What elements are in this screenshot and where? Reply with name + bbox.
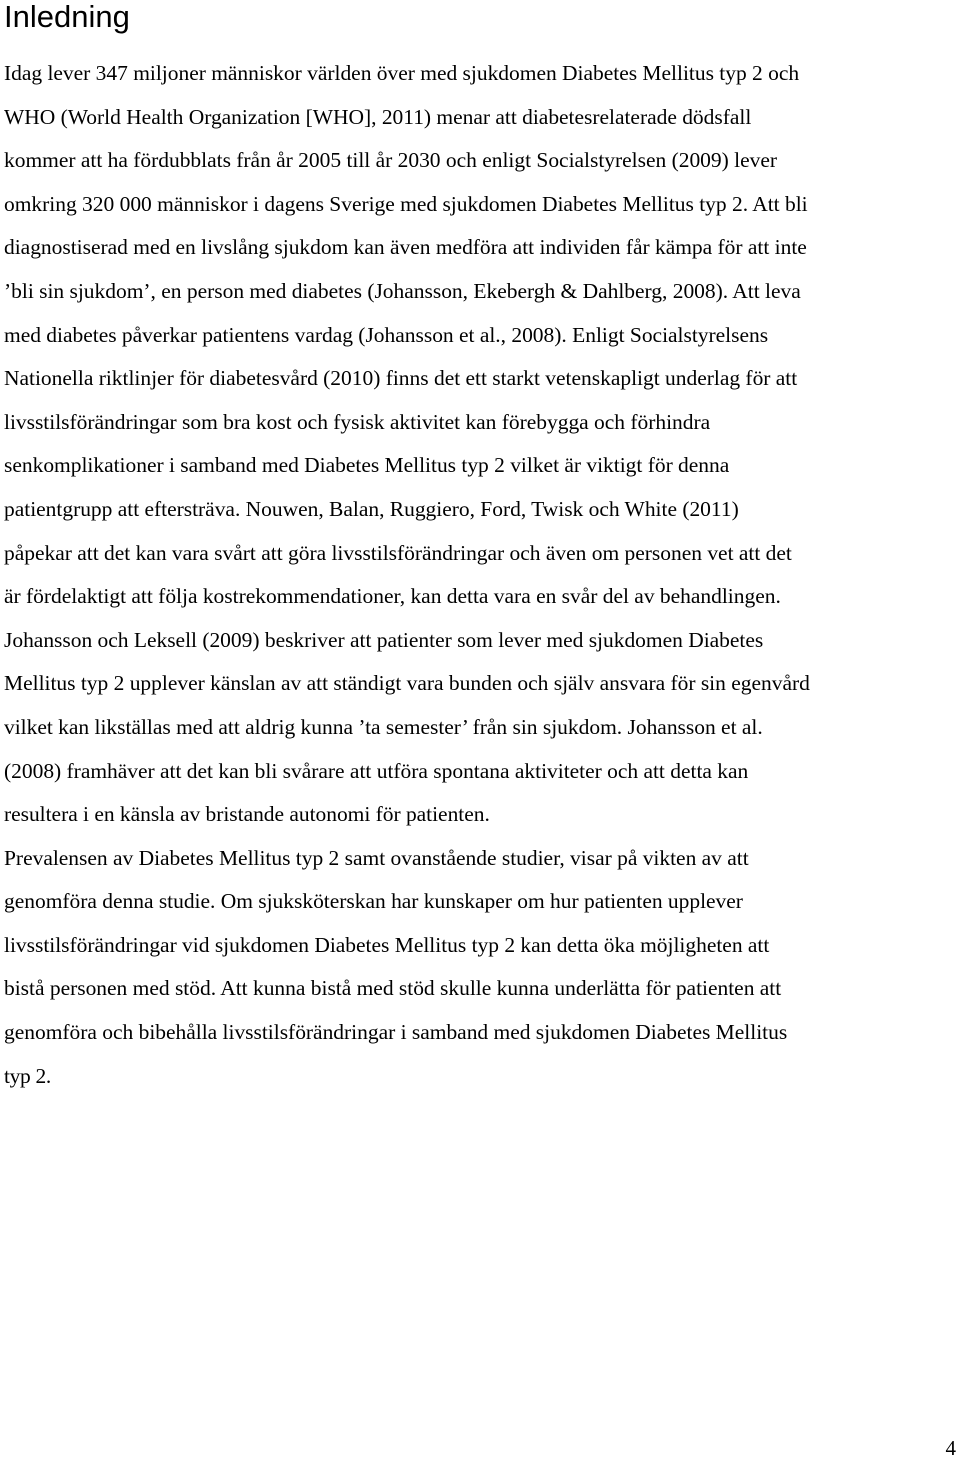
page-number: 4 — [945, 1436, 956, 1460]
text-line: genomföra denna studie. Om sjuksköterskan har kunskaper om hur patienten upplever — [4, 889, 743, 914]
text-line: Idag lever 347 miljoner människor världen över med sjukdomen Diabetes Mellitus typ 2 och — [4, 61, 800, 85]
text-line: Prevalensen av Diabetes Mellitus typ 2 samt ovanstående studier, visar på vikten av att — [4, 845, 749, 870]
text-line: senkomplikationer i samband med Diabetes Mellitus typ 2 vilket är viktigt för denna — [4, 453, 730, 478]
text-line: Johansson och Leksell (2009) beskriver att patienter som lever med sjukdomen Diabetes — [4, 627, 764, 652]
text-line: är fördelaktigt att följa kostrekommendationer, kan detta vara en svår del av behandlingen. — [4, 584, 781, 609]
text-line: påpekar att det kan vara svårt att göra livsstilsförändringar och även om personen vet att det — [4, 540, 792, 565]
text-line: (2008) framhäver att det kan bli svårare att utföra spontana aktiviteter och att detta kan — [4, 758, 749, 783]
text-line: livsstilsförändringar vid sjukdomen Diabetes Mellitus typ 2 kan detta öka möjligheten att — [4, 932, 770, 957]
text-line: med diabetes påverkar patientens vardag (Johansson et al., 2008). Enligt Socialstyrelsens — [4, 322, 769, 347]
text-line: Nationella riktlinjer för diabetesvård (2010) finns det ett starkt vetenskapligt underlag för att — [4, 366, 798, 391]
text-line: resultera i en känsla av bristande autonomi för patienten. — [4, 802, 490, 827]
text-line: livsstilsförändringar som bra kost och fysisk aktivitet kan förebygga och förhindra — [4, 409, 711, 434]
text-line: Mellitus typ 2 upplever känslan av att ständigt vara bunden och själv ansvara för sin egenvård — [4, 671, 810, 696]
text-line: ’bli sin sjukdom’, en person med diabetes (Johansson, Ekebergh & Dahlberg, 2008). Att leva — [4, 278, 801, 303]
text-line: genomföra och bibehålla livsstilsförändringar i samband med sjukdomen Diabetes Mellitus — [4, 1020, 788, 1045]
text-line: kommer att ha fördubblats från år 2005 till år 2030 och enligt Socialstyrelsen (2009) lever — [4, 148, 777, 173]
body-text — [4, 52, 956, 1098]
text-line: typ 2. — [4, 1063, 51, 1088]
text-line: omkring 320 000 människor i dagens Sverige med sjukdomen Diabetes Mellitus typ 2. Att bli — [4, 191, 808, 216]
text-line: vilket kan likställas med att aldrig kunna ’ta semester’ från sin sjukdom. Johansson et al. — [4, 714, 763, 739]
section-heading: Inledning — [4, 0, 130, 34]
text-line: bistå personen med stöd. Att kunna bistå med stöd skulle kunna underlätta för patienten att — [4, 976, 782, 1001]
text-line: patientgrupp att eftersträva. Nouwen, Balan, Ruggiero, Ford, Twisk och White (2011) — [4, 496, 739, 521]
text-line: WHO (World Health Organization [WHO], 2011) menar att diabetesrelaterade dödsfall — [4, 104, 752, 129]
text-line: diagnostiserad med en livslång sjukdom kan även medföra att individen får kämpa för att inte — [4, 235, 807, 260]
